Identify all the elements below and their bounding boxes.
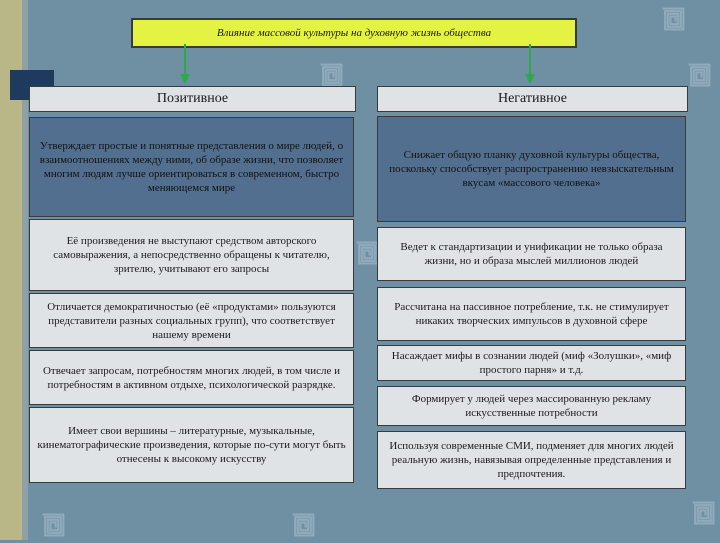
positive-item: Её произведения не выступают средством авторского самовыражения, а непосредственно обращены к читателю, зрителю, учитывают его запросы: [29, 219, 354, 291]
spiral-deco-icon: [660, 6, 686, 32]
arrow-down-icon: [180, 44, 190, 89]
spiral-deco-icon: [318, 62, 344, 88]
diagram-title: Влияние массовой культуры на духовную жизнь общества: [131, 18, 577, 48]
positive-item: Отвечает запросам, потребностям многих людей, в том числе и потребностям в активном отдыхе, психологической разрядке.: [29, 350, 354, 405]
arrow-down-icon: [525, 44, 535, 89]
positive-item: Утверждает простые и понятные представления о мире людей, о взаимоотношениях между ними, об образе жизни, что позволяет многим людям лучше ориентироваться в современном, быстро меняющемся мире: [29, 117, 354, 217]
spiral-deco-icon: [290, 512, 316, 538]
positive-header: Позитивное: [29, 86, 356, 112]
positive-item: Имеет свои вершины – литературные, музыкальные, кинематографические произведения, которые по-сути могут быть отнесены к высокому искусству: [29, 407, 354, 483]
spiral-deco-icon: [686, 62, 712, 88]
negative-item: Снижает общую планку духовной культуры общества, поскольку способствует распространению невзыскательным вкусам «массового человека»: [377, 116, 686, 222]
negative-item: Ведет к стандартизации и унификации не только образа жизни, но и образа мыслей миллионов людей: [377, 227, 686, 281]
negative-item: Используя современные СМИ, подменяет для многих людей реальную жизнь, навязывая определенные представления и предпочтения.: [377, 431, 686, 489]
negative-item: Насаждает мифы в сознании людей (миф «Золушки», «миф простого парня» и т.д.: [377, 345, 686, 381]
negative-item: Формирует у людей через массированную рекламу искусственные потребности: [377, 386, 686, 426]
spiral-deco-icon: [40, 512, 66, 538]
spiral-deco-icon: [690, 500, 716, 526]
positive-item: Отличается демократичностью (её «продуктами» пользуются представители разных социальных групп), что соответствует нашему времени: [29, 293, 354, 348]
negative-header: Негативное: [377, 86, 688, 112]
negative-item: Рассчитана на пассивное потребление, т.к. не стимулирует никаких творческих импульсов в духовной сфере: [377, 287, 686, 341]
